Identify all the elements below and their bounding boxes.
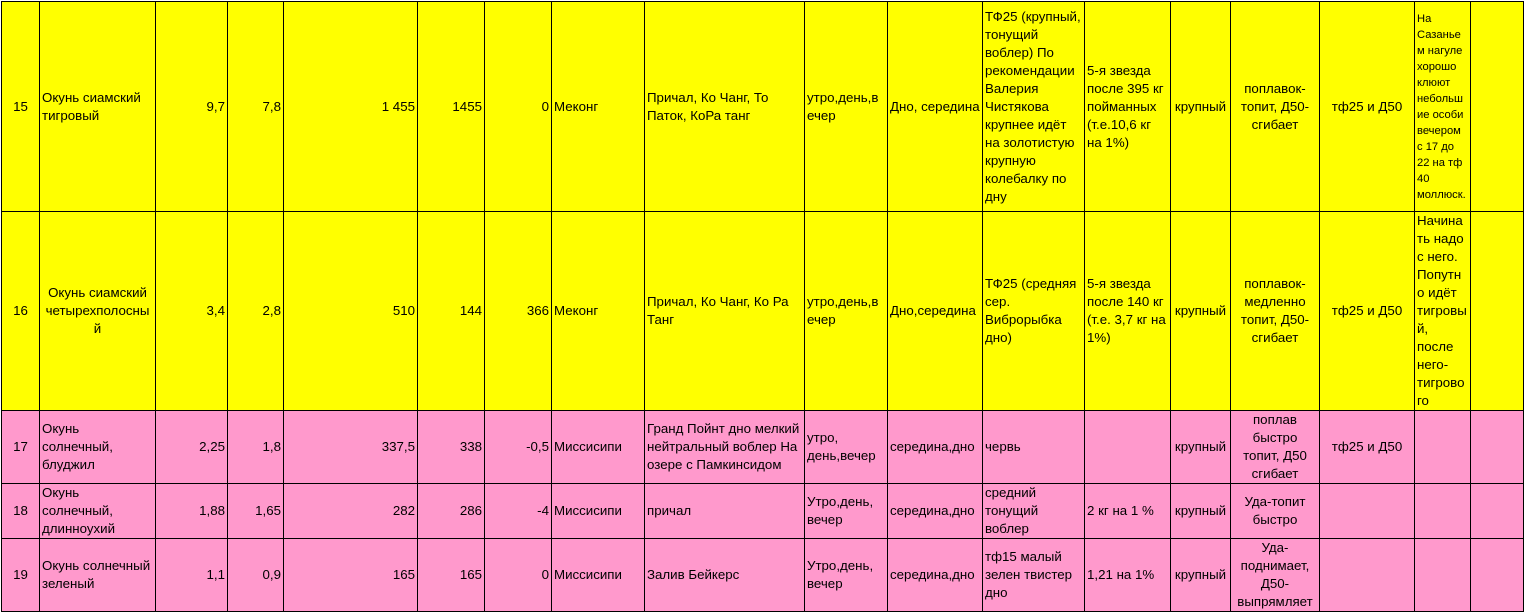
cell-float[interactable]: поплавок-медленно топит, Д50-сгибает [1231, 212, 1320, 411]
cell-empty[interactable] [1471, 411, 1524, 484]
cell-bait[interactable]: червь [983, 411, 1085, 484]
cell-depth[interactable]: середина,дно [888, 484, 983, 539]
cell-col7[interactable]: -0,5 [485, 411, 552, 484]
cell-col6[interactable]: 338 [418, 411, 485, 484]
table-row [2, 539, 1524, 612]
cell-fish-name[interactable]: Окунь сиамский четырехполосный [40, 212, 156, 411]
cell-tackle[interactable]: тф25 и Д50 [1320, 212, 1415, 411]
cell-size[interactable]: крупный [1171, 484, 1231, 539]
cell-size[interactable]: крупный [1171, 2, 1231, 212]
cell-star[interactable]: 1,21 на 1% [1085, 539, 1171, 612]
cell-size[interactable]: крупный [1171, 411, 1231, 484]
cell-col5[interactable]: 337,5 [284, 411, 418, 484]
cell-tackle[interactable] [1320, 539, 1415, 612]
cell-places[interactable]: Причал, Ко Чанг, Ко Ра Танг [645, 212, 805, 411]
cell-time[interactable]: Утро,день, вечер [805, 539, 888, 612]
cell-time[interactable]: утро,день,вечер [805, 212, 888, 411]
cell-places[interactable]: Причал, Ко Чанг, То Паток, КоРа танг [645, 2, 805, 212]
cell-size[interactable]: крупный [1171, 539, 1231, 612]
cell-star[interactable] [1085, 411, 1171, 484]
cell-tackle[interactable]: тф25 и Д50 [1320, 411, 1415, 484]
table-row [2, 411, 1524, 484]
cell-col6[interactable]: 165 [418, 539, 485, 612]
cell-row-number[interactable]: 15 [2, 2, 40, 212]
cell-col4[interactable]: 1,8 [228, 411, 284, 484]
cell-col7[interactable]: 0 [485, 539, 552, 612]
cell-note[interactable] [1415, 539, 1471, 612]
cell-river[interactable]: Меконг [552, 2, 645, 212]
cell-fish-name[interactable]: Окунь сиамский тигровый [40, 2, 156, 212]
cell-tackle[interactable]: тф25 и Д50 [1320, 2, 1415, 212]
cell-float[interactable]: Уда-поднимает, Д50-выпрямляет [1231, 539, 1320, 612]
cell-row-number[interactable]: 18 [2, 484, 40, 539]
cell-fish-name[interactable]: Окунь солнечный зеленый [40, 539, 156, 612]
cell-time[interactable]: утро, день,вечер [805, 411, 888, 484]
cell-bait[interactable]: ТФ25 (средняя сер. Виброрыбка дно) [983, 212, 1085, 411]
cell-col7[interactable]: 366 [485, 212, 552, 411]
cell-river[interactable]: Миссисипи [552, 411, 645, 484]
cell-size[interactable]: крупный [1171, 212, 1231, 411]
cell-float[interactable]: поплавок-топит, Д50-сгибает [1231, 2, 1320, 212]
cell-note[interactable] [1415, 411, 1471, 484]
cell-tackle[interactable] [1320, 484, 1415, 539]
cell-col3[interactable]: 9,7 [156, 2, 228, 212]
cell-star[interactable]: 2 кг на 1 % [1085, 484, 1171, 539]
cell-float[interactable]: поплав быстро топит, Д50 сгибает [1231, 411, 1320, 484]
cell-float[interactable]: Уда-топит быстро [1231, 484, 1320, 539]
cell-depth[interactable]: середина,дно [888, 539, 983, 612]
cell-col3[interactable]: 1,88 [156, 484, 228, 539]
cell-empty[interactable] [1471, 539, 1524, 612]
table-row [2, 212, 1524, 411]
cell-col3[interactable]: 2,25 [156, 411, 228, 484]
cell-row-number[interactable]: 16 [2, 212, 40, 411]
cell-col4[interactable]: 1,65 [228, 484, 284, 539]
cell-empty[interactable] [1471, 484, 1524, 539]
cell-note[interactable]: Начинать надо с него. Попутно идёт тигровый, после него-тигрового [1415, 212, 1471, 411]
table-row [2, 484, 1524, 539]
cell-empty[interactable] [1471, 2, 1524, 212]
cell-col4[interactable]: 2,8 [228, 212, 284, 411]
cell-col5[interactable]: 1 455 [284, 2, 418, 212]
cell-bait[interactable]: средний тонущий воблер [983, 484, 1085, 539]
cell-col6[interactable]: 144 [418, 212, 485, 411]
cell-empty[interactable] [1471, 212, 1524, 411]
cell-note[interactable] [1415, 484, 1471, 539]
cell-bait[interactable]: тф15 малый зелен твистер дно [983, 539, 1085, 612]
cell-col5[interactable]: 282 [284, 484, 418, 539]
cell-time[interactable]: утро,день,вечер [805, 2, 888, 212]
cell-depth[interactable]: середина,дно [888, 411, 983, 484]
cell-places[interactable]: Залив Бейкерс [645, 539, 805, 612]
cell-depth[interactable]: Дно, середина [888, 2, 983, 212]
cell-star[interactable]: 5-я звезда после 140 кг (т.е. 3,7 кг на 1%) [1085, 212, 1171, 411]
cell-fish-name[interactable]: Окунь солнечный, длинноухий [40, 484, 156, 539]
cell-col4[interactable]: 7,8 [228, 2, 284, 212]
cell-river[interactable]: Меконг [552, 212, 645, 411]
cell-places[interactable]: причал [645, 484, 805, 539]
cell-col3[interactable]: 3,4 [156, 212, 228, 411]
cell-bait[interactable]: ТФ25 (крупный, тонущий воблер) По рекомендации Валерия Чистякова крупнее идёт на золотистую крупную колебалку по дну [983, 2, 1085, 212]
cell-row-number[interactable]: 17 [2, 411, 40, 484]
cell-depth[interactable]: Дно,середина [888, 212, 983, 411]
cell-col6[interactable]: 286 [418, 484, 485, 539]
cell-fish-name[interactable]: Окунь солнечный, блуджил [40, 411, 156, 484]
cell-note[interactable]: На Сазаньем нагуле хорошо клюют небольшие особи вечером с 17 до 22 на тф 40 моллюск. [1415, 2, 1471, 212]
cell-row-number[interactable]: 19 [2, 539, 40, 612]
cell-col5[interactable]: 165 [284, 539, 418, 612]
cell-river[interactable]: Миссисипи [552, 539, 645, 612]
cell-col7[interactable]: 0 [485, 2, 552, 212]
cell-river[interactable]: Миссисипи [552, 484, 645, 539]
spreadsheet-table [1, 1, 1524, 612]
cell-col5[interactable]: 510 [284, 212, 418, 411]
cell-col6[interactable]: 1455 [418, 2, 485, 212]
cell-places[interactable]: Гранд Пойнт дно мелкий нейтральный воблер На озере с Памкинсидом [645, 411, 805, 484]
cell-star[interactable]: 5-я звезда после 395 кг пойманных (т.е.10,6 кг на 1%) [1085, 2, 1171, 212]
table-row [2, 2, 1524, 212]
cell-col3[interactable]: 1,1 [156, 539, 228, 612]
cell-col4[interactable]: 0,9 [228, 539, 284, 612]
cell-col7[interactable]: -4 [485, 484, 552, 539]
cell-time[interactable]: Утро,день, вечер [805, 484, 888, 539]
